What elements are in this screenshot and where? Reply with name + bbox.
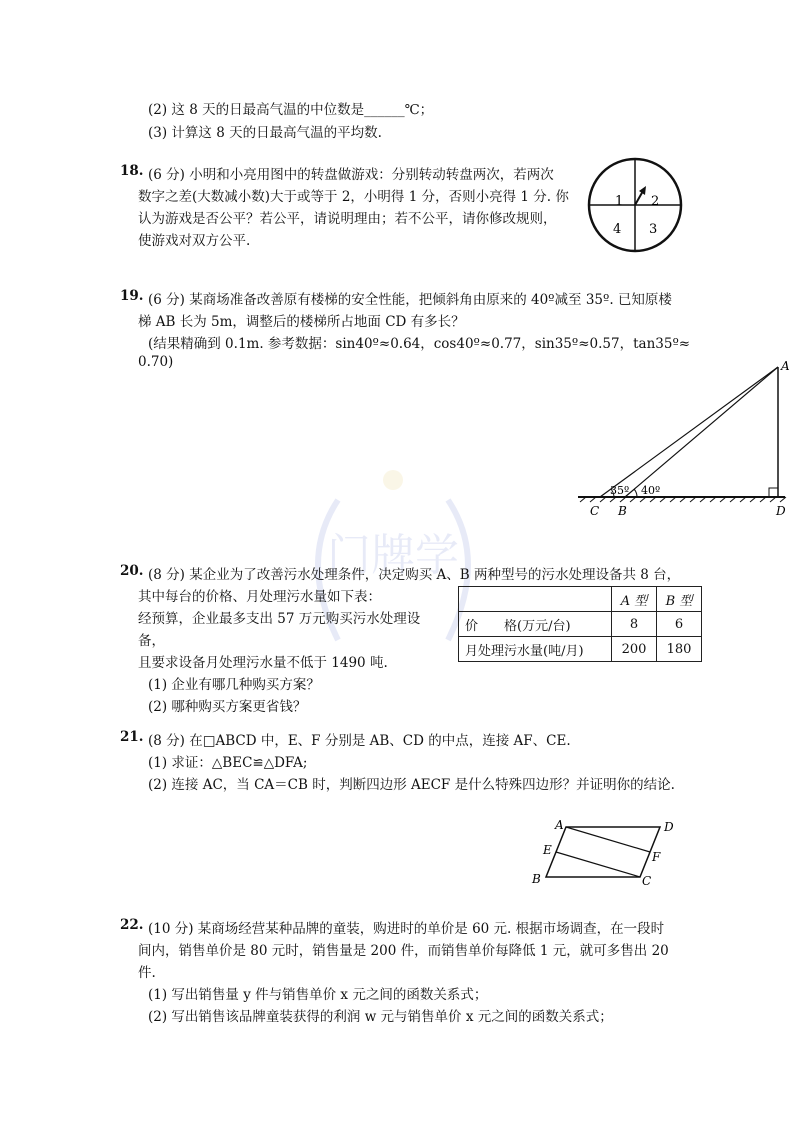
parallelogram-figure (528, 815, 688, 890)
q20-line-5: 且要求设备月处理污水量不低于 1490 吨. (138, 655, 388, 671)
table-cell: 200 (612, 637, 657, 662)
table-header-b: B 型 (657, 587, 702, 612)
point-f-label: F (652, 850, 661, 864)
q17-line-2: (2) 这 8 天的日最高气温的中位数是______℃； (148, 102, 434, 118)
q20-number: 20. (120, 563, 144, 579)
point-d-label: D (664, 820, 674, 834)
spinner-sector-2: 2 (651, 194, 660, 209)
q21-line-2: (1) 求证：△BEC≌△DFA; (148, 755, 308, 771)
q22-line-3: 件. (138, 965, 156, 981)
q22-line-4: (1) 写出销售量 y 件与销售单价 x 元之间的函数关系式； (148, 987, 488, 1003)
q19-line-1: (6 分) 某商场准备改善原有楼梯的安全性能，把倾斜角由原来的 40º减至 35º. 已知原楼 (148, 292, 672, 308)
table-cell: 6 (657, 612, 702, 637)
q21-line-1: (8 分) 在□ABCD 中，E、F 分别是 AB、CD 的中点，连接 AF、CE. (148, 733, 571, 749)
q22-line-5: (2) 写出销售该品牌童装获得的利润 w 元与销售单价 x 元之间的函数关系式； (148, 1009, 613, 1025)
q18-line-1: (6 分) 小明和小亮用图中的转盘做游戏：分别转动转盘两次，若两次 (148, 167, 554, 183)
point-e-label: E (543, 843, 552, 857)
q20-line-4: 备， (138, 633, 165, 649)
table-row (459, 612, 702, 637)
q21-line-3: (2) 连接 AC，当 CA＝CB 时，判断四边形 AECF 是什么特殊四边形？并证明你的结论. (148, 777, 675, 793)
q19-line-4: 0.70) (138, 354, 174, 370)
table-header-a: A 型 (612, 587, 657, 612)
q18-number: 18. (120, 163, 144, 179)
spinner-sector-4: 4 (613, 222, 622, 237)
angle-35-label: 35º (610, 484, 630, 497)
point-b-label: B (618, 504, 627, 518)
q20-line-1: (8 分) 某企业为了改善污水处理条件，决定购买 A、B 两种型号的污水处理设备共 8 台， (148, 567, 681, 583)
table-cell: 8 (612, 612, 657, 637)
q21-number: 21. (120, 729, 144, 745)
q18-line-2: 数字之差(大数减小数)大于或等于 2，小明得 1 分，否则小亮得 1 分. 你 (138, 189, 569, 205)
q20-line-3: 经预算，企业最多支出 57 万元购买污水处理设 (138, 611, 421, 627)
point-a-label: A (555, 818, 564, 832)
point-d-label: D (776, 504, 786, 518)
q19-line-3: (结果精确到 0.1m. 参考数据：sin40º≈0.64，cos40º≈0.77，sin35º≈0.57，tan35º≈ (148, 336, 691, 352)
q20-line-2: 其中每台的价格、月处理污水量如下表： (138, 589, 381, 605)
q22-number: 22. (120, 917, 144, 933)
table-corner-cell (459, 587, 612, 612)
spinner-sector-3: 3 (649, 222, 658, 237)
point-b-label: B (532, 872, 541, 886)
stair-figure (570, 355, 800, 520)
q22-line-2: 间内，销售单价是 80 元时，销售量是 200 件，而销售单价每降低 1 元，就可多售出 20 (138, 943, 669, 959)
q20-line-7: (2) 哪种购买方案更省钱？ (148, 699, 307, 715)
watermark-text: 门牌学 (327, 530, 459, 581)
q20-line-6: (1) 企业有哪几种购买方案？ (148, 677, 320, 693)
angle-40-label: 40º (641, 484, 661, 497)
q19-line-2: 梯 AB 长为 5m，调整后的楼梯所占地面 CD 有多长？ (138, 314, 465, 330)
point-a-label: A (781, 359, 790, 373)
spinner-figure (585, 155, 685, 255)
q19-number: 19. (120, 288, 144, 304)
table-row (459, 587, 702, 612)
q18-line-3: 认为游戏是否公平？若公平，请说明理由；若不公平，请你修改规则， (138, 211, 557, 227)
q22-line-1: (10 分) 某商场经营某种品牌的童装，购进时的单价是 60 元. 根据市场调查，在一段时 (148, 921, 665, 937)
table-row (459, 637, 702, 662)
point-c-label: C (642, 874, 652, 888)
table-row-label-price: 价 格(万元/台) (459, 612, 612, 637)
q18-line-4: 使游戏对双方公平. (138, 233, 251, 249)
table-row-label-volume: 月处理污水量(吨/月) (459, 637, 612, 662)
point-c-label: C (590, 504, 600, 518)
table-cell: 180 (657, 637, 702, 662)
device-table (458, 586, 702, 662)
spinner-sector-1: 1 (615, 194, 624, 209)
q17-line-3: (3) 计算这 8 天的日最高气温的平均数. (148, 125, 382, 141)
